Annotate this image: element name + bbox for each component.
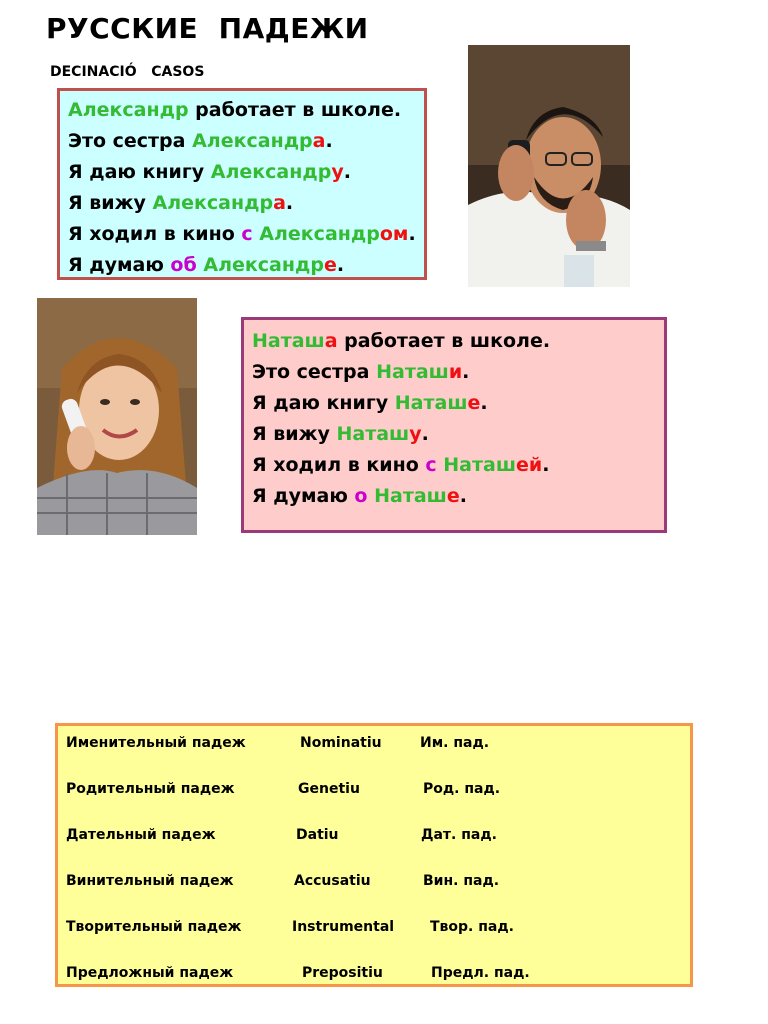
alexander-line-dative: Я даю книгу Александру.: [68, 161, 351, 183]
alexander-line-instrumental: Я ходил в кино с Александром.: [68, 223, 416, 245]
case-russian-name: Родительный падеж: [66, 781, 235, 797]
case-russian-name: Дательный падеж: [66, 827, 216, 843]
natasha-line-dative: Я даю книгу Наташе.: [252, 392, 488, 414]
cases-table: [55, 723, 693, 987]
page-title: РУССКИЕ ПАДЕЖИ: [46, 12, 369, 45]
alexander-line-nominative: Александр работает в школе.: [68, 99, 402, 121]
case-row-accusative: [58, 873, 690, 893]
page-subtitle: DECINACIÓ CASOS: [50, 64, 205, 80]
case-russian-name: Предложный падеж: [66, 965, 234, 981]
alexander-line-prepositional: Я думаю об Александре.: [68, 254, 345, 276]
natasha-line-instrumental: Я ходил в кино с Наташей.: [252, 454, 550, 476]
natasha-line-nominative: Наташа работает в школе.: [252, 330, 551, 352]
case-catalan-name: Instrumental: [292, 919, 395, 935]
case-catalan-name: Nominatiu: [300, 735, 382, 751]
case-abbreviation: Дат. пад.: [421, 827, 497, 843]
natasha-examples-box: [241, 317, 667, 533]
case-catalan-name: Accusatiu: [294, 873, 371, 889]
alexander-line-accusative: Я вижу Александра.: [68, 192, 294, 214]
case-catalan-name: Datiu: [296, 827, 339, 843]
case-russian-name: Винительный падеж: [66, 873, 234, 889]
case-russian-name: Именительный падеж: [66, 735, 246, 751]
alexander-examples-box: [57, 88, 427, 280]
case-catalan-name: Prepositiu: [302, 965, 383, 981]
case-abbreviation: Твор. пад.: [430, 919, 514, 935]
case-row-prepositional: [58, 965, 690, 985]
case-abbreviation: Им. пад.: [420, 735, 490, 751]
natasha-line-accusative: Я вижу Наташу.: [252, 423, 429, 445]
natasha-line-prepositional: Я думаю о Наташе.: [252, 485, 467, 507]
man-on-phone-photo: [468, 45, 630, 287]
case-row-dative: [58, 827, 690, 847]
case-abbreviation: Предл. пад.: [431, 965, 530, 981]
woman-on-phone-photo: [37, 298, 197, 535]
natasha-line-genitive: Это сестра Наташи.: [252, 361, 470, 383]
case-row-instrumental: [58, 919, 690, 939]
case-row-nominative: [58, 735, 690, 755]
alexander-line-genitive: Это сестра Александра.: [68, 130, 333, 152]
case-russian-name: Творительный падеж: [66, 919, 242, 935]
case-row-genitive: [58, 781, 690, 801]
case-catalan-name: Genetiu: [298, 781, 360, 797]
case-abbreviation: Вин. пад.: [423, 873, 500, 889]
case-abbreviation: Род. пад.: [423, 781, 501, 797]
